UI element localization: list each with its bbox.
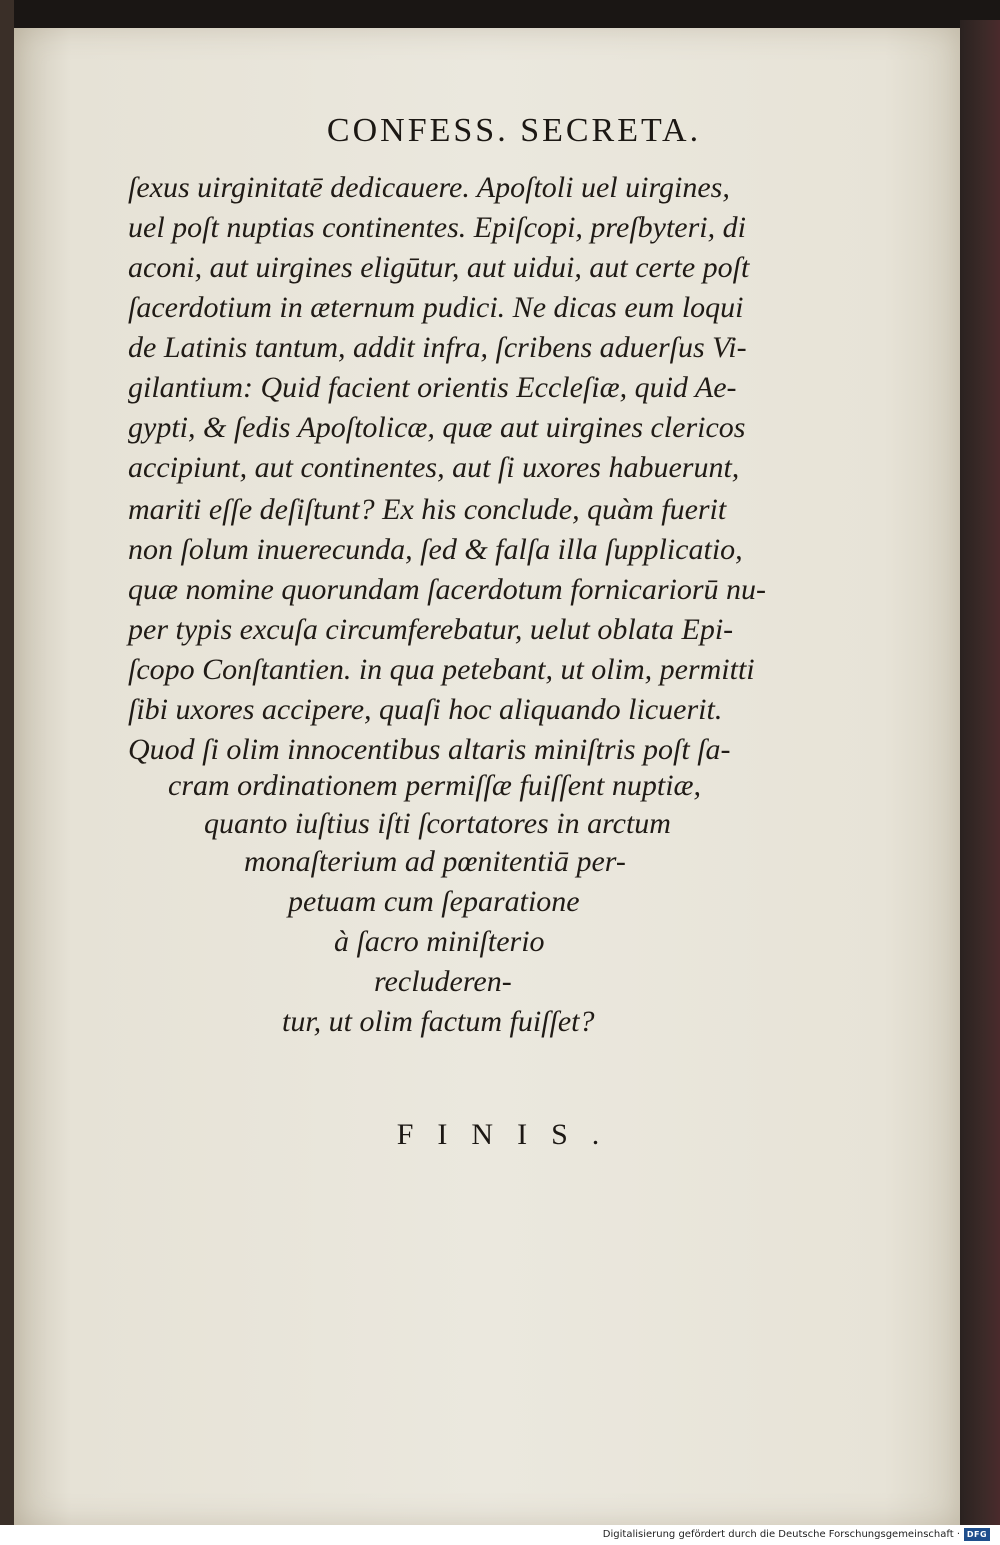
- text-line: petuam cum ſeparatione: [288, 885, 580, 918]
- text-line: recluderen-: [374, 965, 512, 998]
- text-line: mariti eſſe deſiſtunt? Ex his conclude, quàm fuerit: [128, 493, 727, 526]
- text-line: uel poſt nuptias continentes. Epiſcopi, preſbyteri, di: [128, 211, 746, 244]
- funding-credit: Digitalisierung gefördert durch die Deutsche Forschungsgemeinschaft ·: [602, 1529, 960, 1540]
- text-line: à ſacro miniſterio: [334, 925, 545, 958]
- text-line: non ſolum inuerecunda, ſed & falſa illa ſupplicatio,: [128, 533, 743, 566]
- text-line: tur, ut olim factum fuiſſet?: [282, 1005, 595, 1038]
- text-line: ſcopo Conſtantien. in qua petebant, ut olim, permitti: [128, 653, 755, 686]
- running-head: CONFESS. SECRETA.: [326, 112, 702, 149]
- text-line: cram ordinationem permiſſæ fuiſſent nuptiæ,: [168, 769, 702, 802]
- text-line: per typis excuſa circumferebatur, uelut oblata Epi-: [128, 613, 734, 646]
- text-line: accipiunt, aut continentes, aut ſi uxores habuerunt,: [128, 451, 740, 484]
- binding-edge-left: [0, 0, 14, 1525]
- text-line: gilantium: Quid facient orientis Eccleſiæ, quid Ae-: [128, 371, 737, 404]
- text-line: de Latinis tantum, addit infra, ſcribens aduerſus Vi-: [128, 331, 747, 364]
- binding-edge-right: [960, 20, 1000, 1525]
- text-line: gypti, & ſedis Apoſtolicæ, quæ aut uirgines clericos: [128, 411, 746, 444]
- text-line: ſexus uirginitatē dedicauere. Apoſtoli uel uirgines,: [128, 171, 730, 204]
- dfg-logo-icon: DFG: [964, 1528, 990, 1541]
- text-line: quæ nomine quorundam ſacerdotum fornicariorū nu-: [128, 573, 767, 606]
- finis-colophon: FINIS.: [396, 1118, 624, 1151]
- text-line: monaſterium ad pœnitentiā per-: [244, 845, 626, 878]
- text-line: ſibi uxores accipere, quaſi hoc aliquando licuerit.: [128, 693, 723, 726]
- text-line: Quod ſi olim innocentibus altaris miniſtris poſt ſa-: [128, 733, 731, 766]
- text-line: aconi, aut uirgines eligūtur, aut uidui, aut certe poſt: [128, 251, 750, 284]
- text-line: quanto iuſtius iſti ſcortatores in arctum: [204, 807, 671, 840]
- text-line: ſacerdotium in æternum pudici. Ne dicas eum loqui: [128, 291, 744, 324]
